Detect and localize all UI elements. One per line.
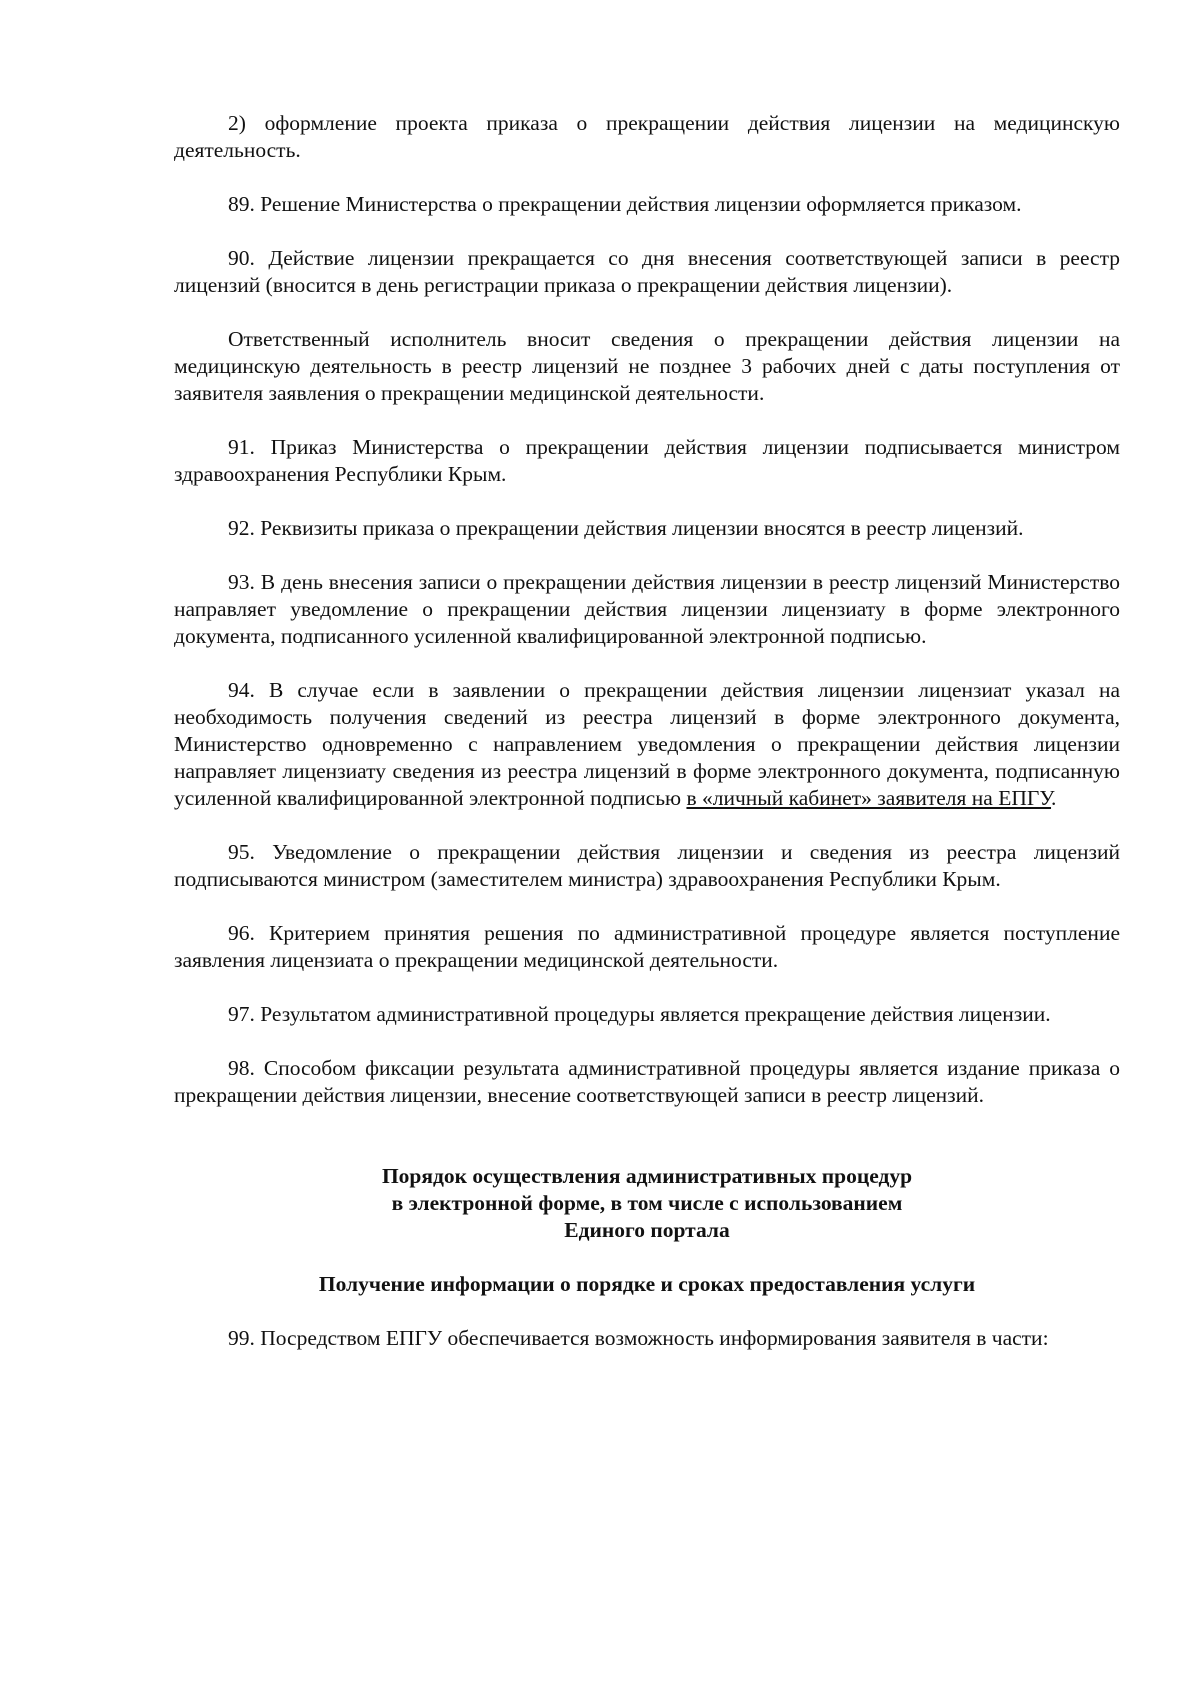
paragraph-96: 96. Критерием принятия решения по административной процедуре является поступление заявления лицензиата о прекращении медицинской деятельности. xyxy=(174,921,1120,972)
subsection-title: Получение информации о порядке и сроках предоставления услуги xyxy=(318,1272,976,1296)
paragraph-91: 91. Приказ Министерства о прекращении действия лицензии подписывается министром здравоохранения Республики Крым. xyxy=(174,435,1120,486)
paragraph-90: 90. Действие лицензии прекращается со дня внесения соответствующей записи в реестр лицензий (вносится в день регистрации приказа о прекращении действия лицензии). xyxy=(174,246,1120,297)
paragraph-99: 99. Посредством ЕПГУ обеспечивается возможность информирования заявителя в части: xyxy=(228,1326,1049,1350)
paragraph-93: 93. В день внесения записи о прекращении действия лицензии в реестр лицензий Министерство направляет уведомление о прекращении действия лицензии лицензиату в форме электронного документа, подписанного усиленной квалифицированной электронной подписью. xyxy=(174,570,1120,648)
section-title-line-3: Единого портала xyxy=(564,1218,730,1242)
section-title-line-2: в электронной форме, в том числе с использованием xyxy=(391,1191,903,1215)
paragraph-responsible-executor: Ответственный исполнитель вносит сведения о прекращении действия лицензии на медицинскую деятельность в реестр лицензий не позднее 3 рабочих дней с даты поступления от заявителя заявления о прекращении медицинской деятельности. xyxy=(174,327,1120,405)
paragraph-94 xyxy=(174,677,1120,812)
paragraph-97: 97. Результатом административной процедуры является прекращение действия лицензии. xyxy=(228,1002,1051,1026)
paragraph-98: 98. Способом фиксации результата административной процедуры является издание приказа о прекращении действия лицензии, внесение соответствующей записи в реестр лицензий. xyxy=(174,1056,1120,1107)
section-heading xyxy=(174,1163,1120,1244)
paragraph-94-text: 94. В случае если в заявлении о прекращении действия лицензии лицензиат указал на необходимость получения сведений из реестра лицензий в форме электронного документа, Министерство одновременно с направлением уведомления о прекращении действия лицензии направляет лицензиату сведения из реестра лицензий в форме электронного документа, подписанную усиленной квалифицированной электронной подписью xyxy=(174,678,1120,810)
paragraph-2: 2) оформление проекта приказа о прекращении действия лицензии на медицинскую деятельность. xyxy=(174,111,1120,162)
paragraph-92: 92. Реквизиты приказа о прекращении действия лицензии вносятся в реестр лицензий. xyxy=(228,516,1024,540)
personal-cabinet-link[interactable]: в «личный кабинет» заявителя на ЕПГУ xyxy=(686,786,1052,810)
document-page xyxy=(174,110,1120,1379)
section-title-line-1: Порядок осуществления административных процедур xyxy=(381,1164,913,1188)
paragraph-94-end: . xyxy=(1051,786,1057,810)
paragraph-89: 89. Решение Министерства о прекращении действия лицензии оформляется приказом. xyxy=(228,192,1022,216)
paragraph-95: 95. Уведомление о прекращении действия лицензии и сведения из реестра лицензий подписываются министром (заместителем министра) здравоохранения Республики Крым. xyxy=(174,840,1120,891)
